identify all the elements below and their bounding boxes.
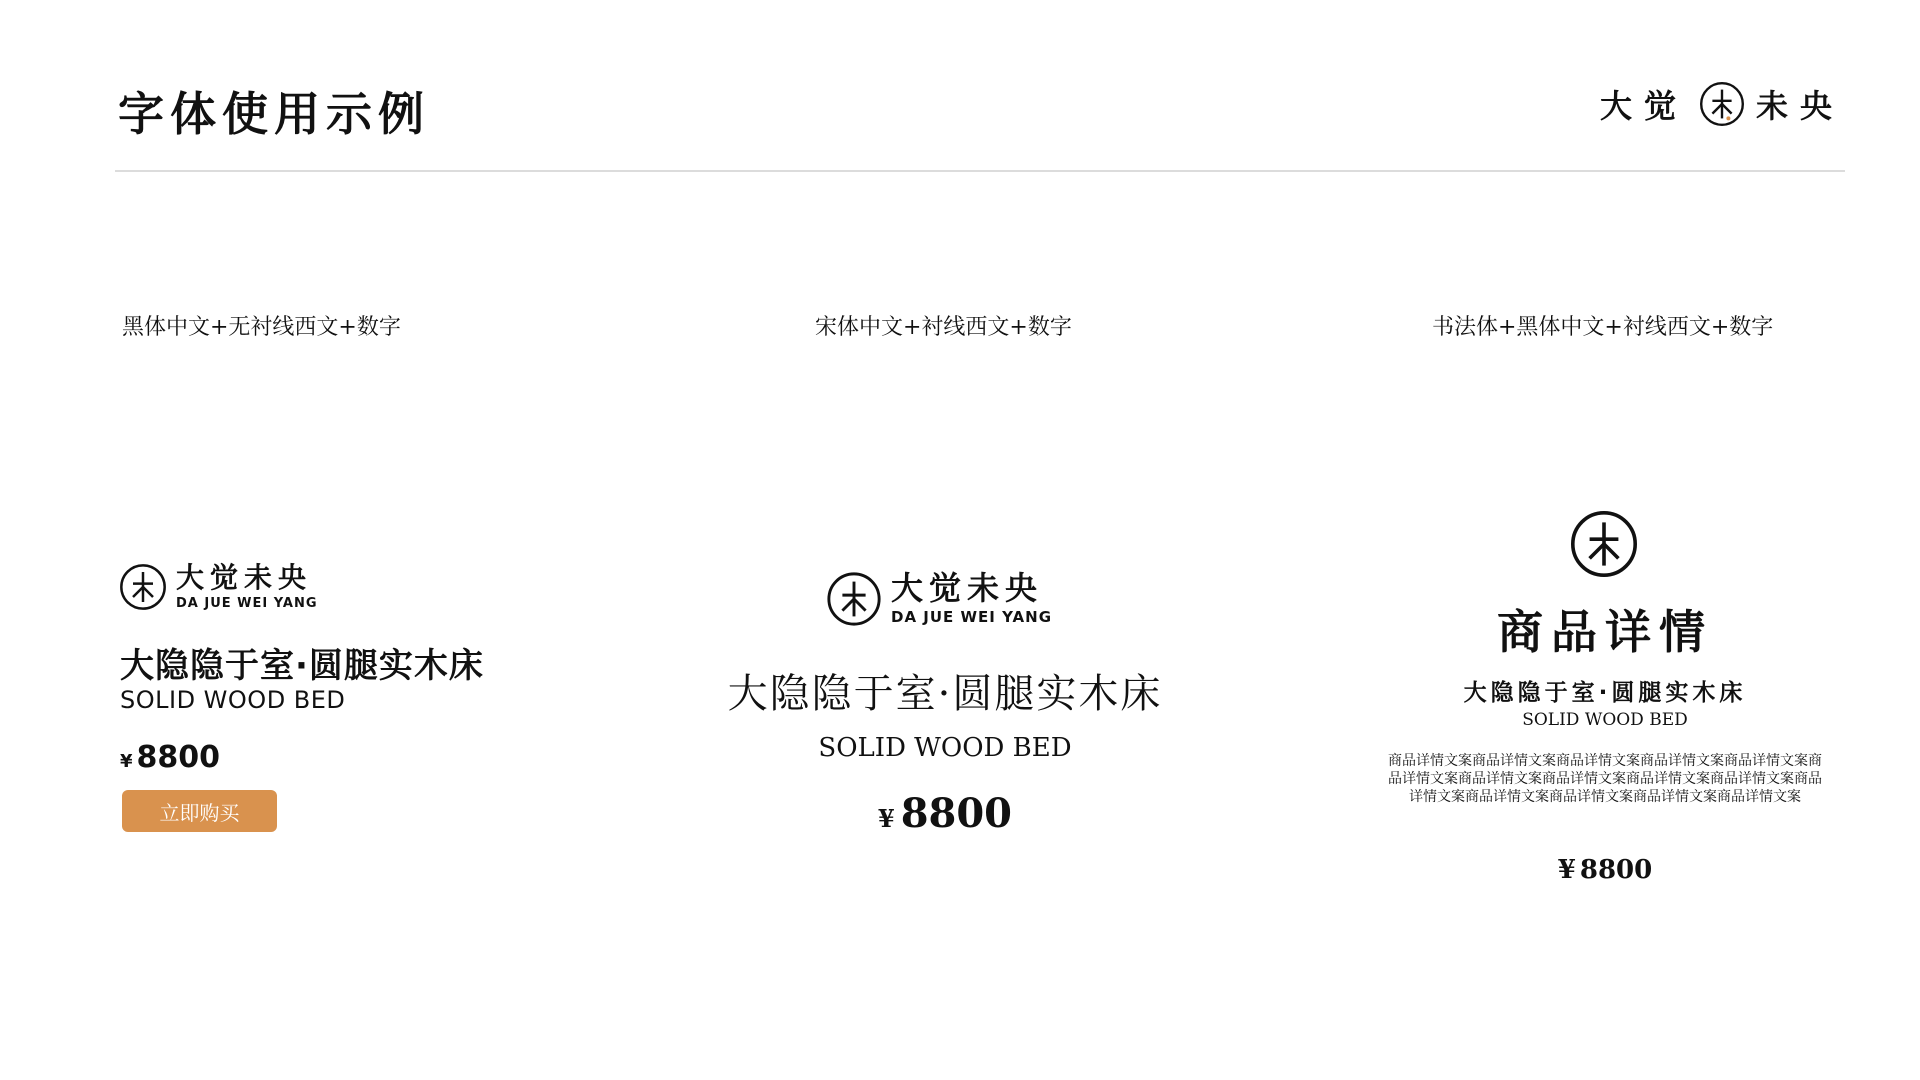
price-value: 8800: [1579, 855, 1653, 885]
product-title: 大隐隐于室·圆腿实木床: [727, 671, 1163, 717]
logo-chinese: 大觉未央: [176, 560, 313, 594]
logo-chinese: 大觉未央: [891, 569, 1044, 607]
caption-col-1: 黑体中文+无衬线西文+数字: [122, 315, 401, 340]
brand-name-left: 大觉: [1599, 87, 1688, 125]
logo-pinyin: DA JUE WEI YANG: [891, 608, 1053, 626]
brand-name-right: 未央: [1755, 87, 1844, 125]
currency-symbol: ¥: [1557, 855, 1576, 885]
col2-brand-logo: [825, 570, 1052, 628]
product-subtitle: SOLID WOOD BED: [818, 733, 1072, 763]
buy-now-button[interactable]: 立即购买: [122, 790, 277, 832]
product-price: [715, 790, 1175, 837]
caption-col-3: 书法体+黑体中文+衬线西文+数字: [1432, 315, 1774, 340]
product-subtitle: SOLID WOOD BED: [120, 686, 346, 714]
brand-seal-icon: [118, 562, 168, 612]
header-divider: [115, 170, 1845, 172]
product-title: 大隐隐于室·圆腿实木床: [120, 646, 484, 686]
currency-symbol: ¥: [120, 751, 133, 772]
brand-seal-icon: [1568, 508, 1640, 580]
logo-pinyin: DA JUE WEI YANG: [176, 595, 318, 611]
product-price: [1445, 855, 1765, 885]
product-subtitle: SOLID WOOD BED: [1522, 710, 1688, 730]
brand-seal-icon: [825, 570, 883, 628]
price-value: 8800: [900, 790, 1013, 837]
section-title: 商品详情: [1497, 605, 1713, 659]
brand-header-logo: [1600, 80, 1844, 128]
page-title: 字体使用示例: [118, 87, 430, 141]
product-title: 大隐隐于室·圆腿实木床: [1463, 680, 1747, 706]
product-description: 商品详情文案商品详情文案商品详情文案商品详情文案商品详情文案商品详情文案商品详情文案商品详情文案商品详情文案商品详情文案商品详情文案商品详情文案商品详情文案商品详情文案商品详情文案: [1388, 753, 1822, 805]
brand-seal-icon: [1698, 80, 1746, 128]
product-price: [120, 740, 220, 775]
currency-symbol: ¥: [877, 804, 895, 833]
price-value: 8800: [136, 740, 221, 775]
col1-brand-logo: [118, 562, 318, 612]
caption-col-2: 宋体中文+衬线西文+数字: [815, 315, 1072, 340]
